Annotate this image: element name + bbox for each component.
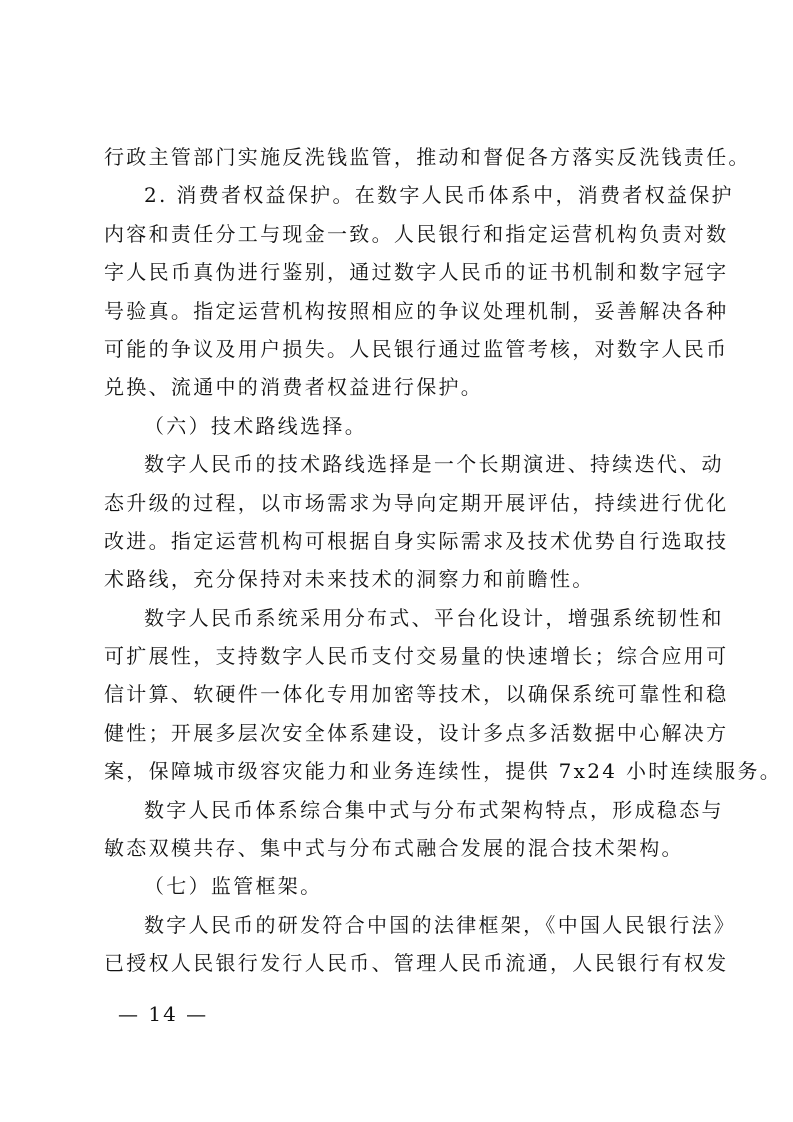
text-line: 案，保障城市级容灾能力和业务连续性，提供 7x24 小时连续服务。 <box>104 759 783 784</box>
text-line: 可扩展性，支持数字人民币支付交易量的快速增长；综合应用可 <box>104 644 729 669</box>
paragraph-hybrid-architecture <box>104 791 724 868</box>
page-number: — 14 — <box>118 1002 209 1026</box>
text-line: 行政主管部门实施反洗钱监管，推动和督促各方落实反洗钱责任。 <box>104 145 751 169</box>
paragraph-aml-continuation <box>104 138 751 176</box>
text-line: 数字人民币系统采用分布式、平台化设计，增强系统韧性和 <box>144 605 724 630</box>
text-line: 2. 消费者权益保护。在数字人民币体系中，消费者权益保护 <box>144 183 734 208</box>
paragraph-system-design <box>104 599 783 791</box>
section-heading: （六）技术路线选择。 <box>144 413 367 438</box>
text-line: 信计算、软硬件一体化专用加密等技术，以确保系统可靠性和稳 <box>104 682 729 707</box>
text-line: 敏态双模共存、集中式与分布式融合发展的混合技术架构。 <box>104 836 684 861</box>
paragraph-legal-framework <box>104 906 737 983</box>
text-line: 兑换、流通中的消费者权益进行保护。 <box>104 375 484 400</box>
text-line: 数字人民币的研发符合中国的法律框架，《中国人民银行法》 <box>144 912 737 937</box>
paragraph-consumer-protection <box>104 176 734 406</box>
section-heading: （七）监管框架。 <box>144 874 323 899</box>
section-heading-technical-route <box>104 407 694 445</box>
text-line: 内容和责任分工与现金一致。人民银行和指定运营机构负责对数 <box>104 221 729 246</box>
text-line: 术路线，充分保持对未来技术的洞察力和前瞻性。 <box>104 567 595 592</box>
text-line: 字人民币真伪进行鉴别，通过数字人民币的证书机制和数字冠字 <box>104 260 729 285</box>
text-line: 可能的争议及用户损失。人民银行通过监管考核，对数字人民币 <box>104 336 729 361</box>
text-line: 数字人民币体系综合集中式与分布式架构特点，形成稳态与 <box>144 797 724 822</box>
paragraph-technical-route-evolution <box>104 445 729 599</box>
text-line: 态升级的过程，以市场需求为导向定期开展评估，持续进行优化 <box>104 490 729 515</box>
text-line: 健性；开展多层次安全体系建设，设计多点多活数据中心解决方 <box>104 720 729 745</box>
text-line: 号验真。指定运营机构按照相应的争议处理机制，妥善解决各种 <box>104 298 729 323</box>
text-line: 已授权人民银行发行人民币、管理人民币流通，人民银行有权发 <box>104 951 729 976</box>
text-line: 改进。指定运营机构可根据自身实际需求及技术优势自行选取技 <box>104 528 729 553</box>
document-body <box>104 138 783 983</box>
section-heading-regulatory-framework <box>104 867 694 905</box>
text-line: 数字人民币的技术路线选择是一个长期演进、持续迭代、动 <box>144 452 724 477</box>
